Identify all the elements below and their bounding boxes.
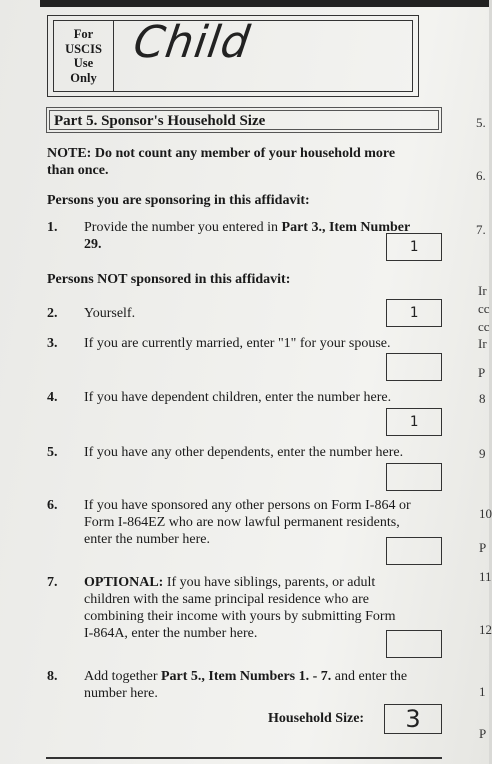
item-6-line3: enter the number here. [84,532,210,547]
part-5-title: Part 5. Sponsor's Household Size [49,110,439,130]
item-4-answer-box[interactable]: 1 [386,408,442,436]
margin-glyph-3: 7. [476,222,486,237]
margin-glyph-6: cc [478,319,490,334]
note-line1: Do not count any member of your household more [91,146,396,161]
margin-glyph-12: P [479,540,487,555]
item-8-number: 8. [47,669,58,684]
margin-glyph-14: 12 [479,622,492,637]
uscis-use-label: For USCIS Use Only [54,21,114,91]
margin-glyph-15: 1 [479,684,486,699]
top-border-bar [40,0,489,7]
section-sponsored-heading: Persons you are sponsoring in this affidavit: [47,193,310,208]
uscis-use-box [47,15,419,97]
item-2-answer-box[interactable]: 1 [386,299,442,327]
not-sponsored-not: NOT [97,272,128,287]
margin-glyph-10: 9 [479,446,486,461]
margin-glyph-2: 6. [476,168,486,183]
handwritten-note: Child [130,17,254,68]
note-line2: than once. [47,163,109,178]
note-prefix: NOTE: [47,146,92,161]
item-7-line2: children with the same principal residence who are [84,592,369,607]
item-8-text [84,668,444,702]
item-2-text: Yourself. [84,306,136,321]
margin-glyph-8: P [478,365,486,380]
item-1-text-a: Provide the number you entered in [84,220,282,235]
item-5-number: 5. [47,445,58,460]
item-6-line2: Form I-864EZ who are now lawful permanent residents, [84,515,400,530]
household-size-label: Household Size: [268,711,365,726]
item-7-lead: OPTIONAL: [84,575,164,590]
item-7-line4: I-864A, enter the number here. [84,626,258,641]
item-3-text: If you are currently married, enter "1" for your spouse. [84,336,391,351]
item-8-bold: Part 5., Item Numbers 1. - 7. [160,669,332,684]
margin-glyph-9: 8 [479,391,486,406]
not-sponsored-post: sponsored in this affidavit: [127,272,291,287]
item-6-number: 6. [47,498,58,513]
item-8-post: and enter the [331,669,408,684]
note-text [47,145,447,179]
margin-glyph-1: 5. [476,115,486,130]
item-5-text: If you have any other dependents, enter the number here. [84,445,404,460]
item-3-answer-box[interactable] [386,353,442,381]
margin-glyph-4: Ir [478,283,487,298]
item-6-line1: If you have sponsored any other persons on Form I-864 or [84,498,411,513]
item-5-answer-box[interactable] [386,463,442,491]
not-sponsored-pre: Persons [47,272,98,287]
item-8-pre: Add together [84,669,161,684]
margin-glyph-13: 11 [479,569,492,584]
item-3-number: 3. [47,336,58,351]
item-8-line2: number here. [84,686,158,701]
item-1-number: 1. [47,220,58,235]
margin-glyph-5: cc [478,301,490,316]
item-1-text-b: Part 3., Item Number [281,220,411,235]
item-7-line3: combining their income with yours by submitting Form [84,609,396,624]
uscis-use-inner [53,17,413,92]
item-1-text-c: 29. [84,237,102,252]
household-size-box[interactable]: 3 [384,704,442,734]
item-7-answer-box[interactable] [386,630,442,658]
bottom-rule [46,757,442,759]
item-4-text: If you have dependent children, enter the number here. [84,390,392,405]
item-1-answer-box[interactable]: 1 [386,233,442,261]
margin-glyph-7: Ir [478,336,487,351]
item-6-answer-box[interactable] [386,537,442,565]
item-2-number: 2. [47,306,58,321]
margin-glyph-16: P [479,726,487,741]
item-4-number: 4. [47,390,58,405]
margin-glyph-11: 10 [479,506,492,521]
item-7-line1: If you have siblings, parents, or adult [163,575,376,590]
part-5-header [46,107,442,133]
item-7-number: 7. [47,575,58,590]
section-not-sponsored-heading [47,271,290,288]
